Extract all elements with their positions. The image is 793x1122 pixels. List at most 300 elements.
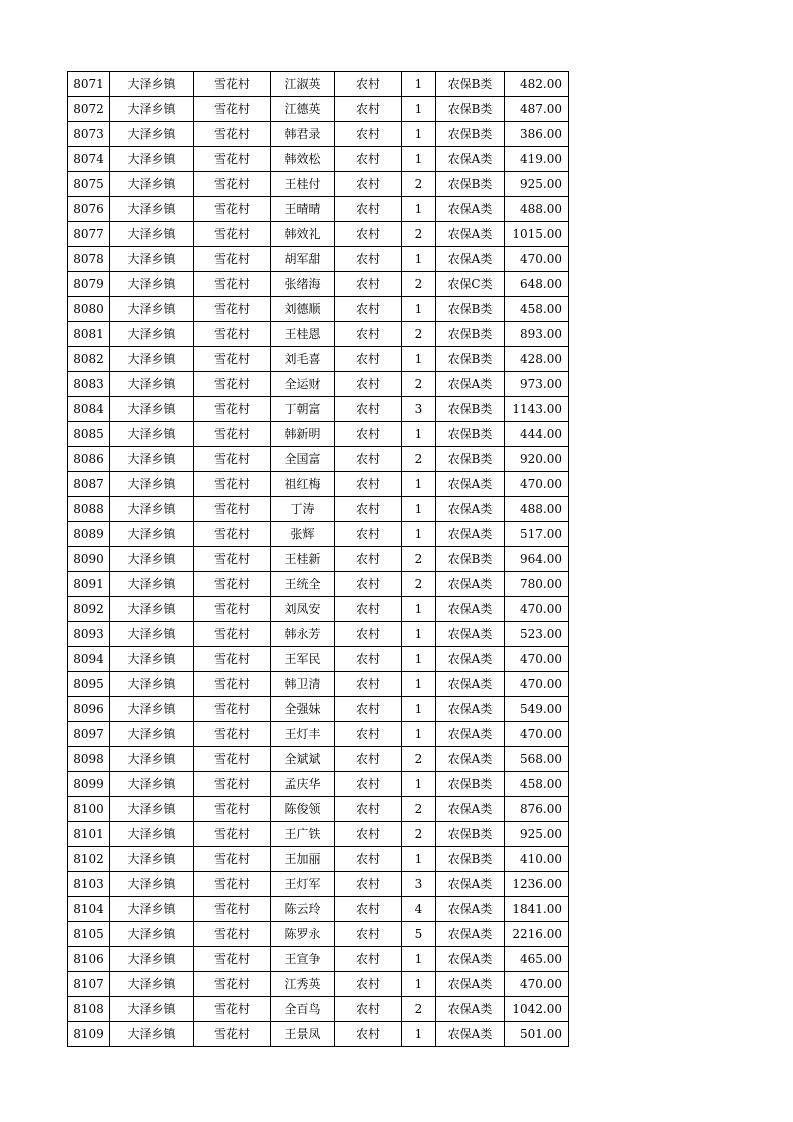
table-row	[68, 447, 569, 472]
area-cell: 农村	[335, 522, 402, 547]
village-cell: 雪花村	[194, 147, 271, 172]
category-cell: 农保A类	[436, 972, 505, 997]
category-cell: 农保B类	[436, 72, 505, 97]
amount-cell: 386.00	[505, 122, 569, 147]
amount-cell: 1841.00	[505, 897, 569, 922]
count-cell: 1	[402, 722, 436, 747]
category-cell: 农保A类	[436, 697, 505, 722]
id-cell: 8085	[68, 422, 110, 447]
table-row	[68, 897, 569, 922]
town-cell: 大泽乡镇	[110, 522, 194, 547]
name-cell: 刘凤安	[271, 597, 335, 622]
category-cell: 农保B类	[436, 172, 505, 197]
category-cell: 农保A类	[436, 722, 505, 747]
table-row	[68, 697, 569, 722]
category-cell: 农保A类	[436, 872, 505, 897]
area-cell: 农村	[335, 322, 402, 347]
count-cell: 1	[402, 697, 436, 722]
village-cell: 雪花村	[194, 547, 271, 572]
area-cell: 农村	[335, 472, 402, 497]
name-cell: 韩效礼	[271, 222, 335, 247]
name-cell: 张绪海	[271, 272, 335, 297]
table-row	[68, 622, 569, 647]
id-cell: 8100	[68, 797, 110, 822]
village-cell: 雪花村	[194, 672, 271, 697]
area-cell: 农村	[335, 147, 402, 172]
table-row	[68, 872, 569, 897]
amount-cell: 410.00	[505, 847, 569, 872]
table-row	[68, 397, 569, 422]
town-cell: 大泽乡镇	[110, 397, 194, 422]
name-cell: 全运财	[271, 372, 335, 397]
amount-cell: 568.00	[505, 747, 569, 772]
count-cell: 2	[402, 572, 436, 597]
town-cell: 大泽乡镇	[110, 897, 194, 922]
id-cell: 8090	[68, 547, 110, 572]
amount-cell: 549.00	[505, 697, 569, 722]
table-row	[68, 647, 569, 672]
count-cell: 1	[402, 122, 436, 147]
amount-cell: 470.00	[505, 672, 569, 697]
id-cell: 8096	[68, 697, 110, 722]
count-cell: 1	[402, 847, 436, 872]
amount-cell: 458.00	[505, 297, 569, 322]
area-cell: 农村	[335, 547, 402, 572]
count-cell: 1	[402, 297, 436, 322]
table-row	[68, 822, 569, 847]
area-cell: 农村	[335, 697, 402, 722]
area-cell: 农村	[335, 447, 402, 472]
category-cell: 农保A类	[436, 247, 505, 272]
table-row	[68, 172, 569, 197]
town-cell: 大泽乡镇	[110, 247, 194, 272]
town-cell: 大泽乡镇	[110, 222, 194, 247]
village-cell: 雪花村	[194, 122, 271, 147]
name-cell: 陈俊领	[271, 797, 335, 822]
area-cell: 农村	[335, 72, 402, 97]
count-cell: 1	[402, 97, 436, 122]
count-cell: 1	[402, 422, 436, 447]
village-cell: 雪花村	[194, 247, 271, 272]
table-row	[68, 772, 569, 797]
town-cell: 大泽乡镇	[110, 97, 194, 122]
id-cell: 8092	[68, 597, 110, 622]
id-cell: 8083	[68, 372, 110, 397]
amount-cell: 1143.00	[505, 397, 569, 422]
town-cell: 大泽乡镇	[110, 722, 194, 747]
amount-cell: 2216.00	[505, 922, 569, 947]
village-cell: 雪花村	[194, 772, 271, 797]
table-row	[68, 97, 569, 122]
category-cell: 农保A类	[436, 747, 505, 772]
amount-cell: 428.00	[505, 347, 569, 372]
name-cell: 江秀英	[271, 972, 335, 997]
name-cell: 全百鸟	[271, 997, 335, 1022]
id-cell: 8105	[68, 922, 110, 947]
area-cell: 农村	[335, 297, 402, 322]
name-cell: 王加丽	[271, 847, 335, 872]
table-row	[68, 197, 569, 222]
town-cell: 大泽乡镇	[110, 672, 194, 697]
count-cell: 1	[402, 672, 436, 697]
town-cell: 大泽乡镇	[110, 647, 194, 672]
name-cell: 王晴晴	[271, 197, 335, 222]
amount-cell: 470.00	[505, 472, 569, 497]
table-row	[68, 747, 569, 772]
id-cell: 8089	[68, 522, 110, 547]
table-row	[68, 672, 569, 697]
count-cell: 1	[402, 247, 436, 272]
id-cell: 8098	[68, 747, 110, 772]
village-cell: 雪花村	[194, 597, 271, 622]
area-cell: 农村	[335, 197, 402, 222]
id-cell: 8076	[68, 197, 110, 222]
id-cell: 8101	[68, 822, 110, 847]
area-cell: 农村	[335, 672, 402, 697]
table-row	[68, 922, 569, 947]
area-cell: 农村	[335, 597, 402, 622]
town-cell: 大泽乡镇	[110, 172, 194, 197]
town-cell: 大泽乡镇	[110, 622, 194, 647]
amount-cell: 419.00	[505, 147, 569, 172]
id-cell: 8078	[68, 247, 110, 272]
amount-cell: 648.00	[505, 272, 569, 297]
name-cell: 刘毛喜	[271, 347, 335, 372]
town-cell: 大泽乡镇	[110, 797, 194, 822]
category-cell: 农保C类	[436, 272, 505, 297]
category-cell: 农保A类	[436, 572, 505, 597]
amount-cell: 470.00	[505, 722, 569, 747]
category-cell: 农保A类	[436, 472, 505, 497]
count-cell: 1	[402, 197, 436, 222]
amount-cell: 780.00	[505, 572, 569, 597]
count-cell: 1	[402, 972, 436, 997]
town-cell: 大泽乡镇	[110, 272, 194, 297]
area-cell: 农村	[335, 847, 402, 872]
village-cell: 雪花村	[194, 397, 271, 422]
table-row	[68, 247, 569, 272]
area-cell: 农村	[335, 722, 402, 747]
name-cell: 王桂恩	[271, 322, 335, 347]
id-cell: 8073	[68, 122, 110, 147]
amount-cell: 925.00	[505, 822, 569, 847]
table-row	[68, 547, 569, 572]
amount-cell: 444.00	[505, 422, 569, 447]
name-cell: 孟庆华	[271, 772, 335, 797]
count-cell: 1	[402, 472, 436, 497]
town-cell: 大泽乡镇	[110, 772, 194, 797]
town-cell: 大泽乡镇	[110, 922, 194, 947]
village-cell: 雪花村	[194, 997, 271, 1022]
id-cell: 8086	[68, 447, 110, 472]
category-cell: 农保B类	[436, 822, 505, 847]
area-cell: 农村	[335, 822, 402, 847]
data-table	[67, 71, 569, 1047]
village-cell: 雪花村	[194, 472, 271, 497]
id-cell: 8095	[68, 672, 110, 697]
town-cell: 大泽乡镇	[110, 822, 194, 847]
town-cell: 大泽乡镇	[110, 472, 194, 497]
name-cell: 韩效松	[271, 147, 335, 172]
table-row	[68, 322, 569, 347]
name-cell: 王桂付	[271, 172, 335, 197]
table-body	[68, 72, 569, 1047]
category-cell: 农保A类	[436, 647, 505, 672]
table-row	[68, 947, 569, 972]
table-row	[68, 722, 569, 747]
area-cell: 农村	[335, 497, 402, 522]
table-row	[68, 372, 569, 397]
village-cell: 雪花村	[194, 1022, 271, 1047]
town-cell: 大泽乡镇	[110, 347, 194, 372]
area-cell: 农村	[335, 422, 402, 447]
village-cell: 雪花村	[194, 872, 271, 897]
name-cell: 韩新明	[271, 422, 335, 447]
name-cell: 全斌斌	[271, 747, 335, 772]
village-cell: 雪花村	[194, 522, 271, 547]
town-cell: 大泽乡镇	[110, 997, 194, 1022]
id-cell: 8103	[68, 872, 110, 897]
area-cell: 农村	[335, 222, 402, 247]
table-row	[68, 572, 569, 597]
area-cell: 农村	[335, 647, 402, 672]
village-cell: 雪花村	[194, 347, 271, 372]
town-cell: 大泽乡镇	[110, 322, 194, 347]
name-cell: 张辉	[271, 522, 335, 547]
id-cell: 8104	[68, 897, 110, 922]
category-cell: 农保B类	[436, 297, 505, 322]
town-cell: 大泽乡镇	[110, 147, 194, 172]
table-row	[68, 797, 569, 822]
count-cell: 1	[402, 522, 436, 547]
table-row	[68, 497, 569, 522]
village-cell: 雪花村	[194, 647, 271, 672]
category-cell: 农保A类	[436, 947, 505, 972]
id-cell: 8088	[68, 497, 110, 522]
area-cell: 农村	[335, 797, 402, 822]
town-cell: 大泽乡镇	[110, 497, 194, 522]
area-cell: 农村	[335, 572, 402, 597]
amount-cell: 501.00	[505, 1022, 569, 1047]
village-cell: 雪花村	[194, 822, 271, 847]
id-cell: 8075	[68, 172, 110, 197]
amount-cell: 920.00	[505, 447, 569, 472]
category-cell: 农保B类	[436, 97, 505, 122]
town-cell: 大泽乡镇	[110, 572, 194, 597]
village-cell: 雪花村	[194, 722, 271, 747]
amount-cell: 470.00	[505, 247, 569, 272]
table-row	[68, 972, 569, 997]
count-cell: 2	[402, 997, 436, 1022]
area-cell: 农村	[335, 372, 402, 397]
table-row	[68, 847, 569, 872]
town-cell: 大泽乡镇	[110, 297, 194, 322]
town-cell: 大泽乡镇	[110, 197, 194, 222]
count-cell: 5	[402, 922, 436, 947]
town-cell: 大泽乡镇	[110, 447, 194, 472]
table-row	[68, 1022, 569, 1047]
village-cell: 雪花村	[194, 697, 271, 722]
id-cell: 8099	[68, 772, 110, 797]
name-cell: 王景凤	[271, 1022, 335, 1047]
name-cell: 韩君录	[271, 122, 335, 147]
amount-cell: 487.00	[505, 97, 569, 122]
category-cell: 农保A类	[436, 897, 505, 922]
name-cell: 全强妹	[271, 697, 335, 722]
table-row	[68, 422, 569, 447]
category-cell: 农保A类	[436, 222, 505, 247]
category-cell: 农保A类	[436, 1022, 505, 1047]
amount-cell: 964.00	[505, 547, 569, 572]
name-cell: 江淑英	[271, 72, 335, 97]
amount-cell: 925.00	[505, 172, 569, 197]
category-cell: 农保B类	[436, 447, 505, 472]
name-cell: 刘德顺	[271, 297, 335, 322]
count-cell: 4	[402, 897, 436, 922]
count-cell: 2	[402, 822, 436, 847]
id-cell: 8107	[68, 972, 110, 997]
table-row	[68, 122, 569, 147]
name-cell: 祖红梅	[271, 472, 335, 497]
village-cell: 雪花村	[194, 97, 271, 122]
village-cell: 雪花村	[194, 372, 271, 397]
village-cell: 雪花村	[194, 72, 271, 97]
amount-cell: 465.00	[505, 947, 569, 972]
id-cell: 8094	[68, 647, 110, 672]
count-cell: 1	[402, 147, 436, 172]
town-cell: 大泽乡镇	[110, 747, 194, 772]
count-cell: 1	[402, 597, 436, 622]
id-cell: 8077	[68, 222, 110, 247]
category-cell: 农保A类	[436, 197, 505, 222]
id-cell: 8087	[68, 472, 110, 497]
count-cell: 1	[402, 622, 436, 647]
village-cell: 雪花村	[194, 272, 271, 297]
id-cell: 8081	[68, 322, 110, 347]
town-cell: 大泽乡镇	[110, 972, 194, 997]
count-cell: 2	[402, 272, 436, 297]
category-cell: 农保A类	[436, 997, 505, 1022]
id-cell: 8091	[68, 572, 110, 597]
id-cell: 8074	[68, 147, 110, 172]
name-cell: 韩卫清	[271, 672, 335, 697]
category-cell: 农保A类	[436, 372, 505, 397]
town-cell: 大泽乡镇	[110, 597, 194, 622]
village-cell: 雪花村	[194, 897, 271, 922]
table-row	[68, 472, 569, 497]
name-cell: 王灯丰	[271, 722, 335, 747]
name-cell: 丁涛	[271, 497, 335, 522]
name-cell: 王宣争	[271, 947, 335, 972]
area-cell: 农村	[335, 397, 402, 422]
table-row	[68, 597, 569, 622]
village-cell: 雪花村	[194, 572, 271, 597]
id-cell: 8093	[68, 622, 110, 647]
amount-cell: 876.00	[505, 797, 569, 822]
category-cell: 农保B类	[436, 322, 505, 347]
category-cell: 农保B类	[436, 122, 505, 147]
area-cell: 农村	[335, 247, 402, 272]
name-cell: 全国富	[271, 447, 335, 472]
count-cell: 1	[402, 497, 436, 522]
id-cell: 8071	[68, 72, 110, 97]
name-cell: 王军民	[271, 647, 335, 672]
table-row	[68, 297, 569, 322]
amount-cell: 1015.00	[505, 222, 569, 247]
category-cell: 农保A类	[436, 672, 505, 697]
amount-cell: 1042.00	[505, 997, 569, 1022]
amount-cell: 488.00	[505, 497, 569, 522]
village-cell: 雪花村	[194, 172, 271, 197]
id-cell: 8106	[68, 947, 110, 972]
category-cell: 农保B类	[436, 397, 505, 422]
count-cell: 2	[402, 747, 436, 772]
area-cell: 农村	[335, 997, 402, 1022]
area-cell: 农村	[335, 122, 402, 147]
area-cell: 农村	[335, 922, 402, 947]
name-cell: 陈罗永	[271, 922, 335, 947]
count-cell: 2	[402, 547, 436, 572]
amount-cell: 482.00	[505, 72, 569, 97]
area-cell: 农村	[335, 972, 402, 997]
town-cell: 大泽乡镇	[110, 847, 194, 872]
id-cell: 8097	[68, 722, 110, 747]
count-cell: 1	[402, 72, 436, 97]
amount-cell: 488.00	[505, 197, 569, 222]
table-row	[68, 72, 569, 97]
category-cell: 农保A类	[436, 497, 505, 522]
town-cell: 大泽乡镇	[110, 947, 194, 972]
area-cell: 农村	[335, 947, 402, 972]
town-cell: 大泽乡镇	[110, 872, 194, 897]
id-cell: 8079	[68, 272, 110, 297]
village-cell: 雪花村	[194, 322, 271, 347]
area-cell: 农村	[335, 772, 402, 797]
count-cell: 1	[402, 772, 436, 797]
count-cell: 2	[402, 322, 436, 347]
amount-cell: 470.00	[505, 647, 569, 672]
id-cell: 8084	[68, 397, 110, 422]
town-cell: 大泽乡镇	[110, 697, 194, 722]
amount-cell: 1236.00	[505, 872, 569, 897]
name-cell: 王桂新	[271, 547, 335, 572]
category-cell: 农保A类	[436, 597, 505, 622]
village-cell: 雪花村	[194, 422, 271, 447]
name-cell: 王广铁	[271, 822, 335, 847]
name-cell: 江德英	[271, 97, 335, 122]
id-cell: 8080	[68, 297, 110, 322]
village-cell: 雪花村	[194, 447, 271, 472]
category-cell: 农保B类	[436, 347, 505, 372]
amount-cell: 973.00	[505, 372, 569, 397]
area-cell: 农村	[335, 622, 402, 647]
area-cell: 农村	[335, 347, 402, 372]
amount-cell: 893.00	[505, 322, 569, 347]
area-cell: 农村	[335, 172, 402, 197]
name-cell: 丁朝富	[271, 397, 335, 422]
category-cell: 农保B类	[436, 547, 505, 572]
village-cell: 雪花村	[194, 972, 271, 997]
count-cell: 2	[402, 372, 436, 397]
count-cell: 3	[402, 397, 436, 422]
count-cell: 2	[402, 447, 436, 472]
amount-cell: 458.00	[505, 772, 569, 797]
town-cell: 大泽乡镇	[110, 72, 194, 97]
village-cell: 雪花村	[194, 797, 271, 822]
id-cell: 8108	[68, 997, 110, 1022]
table-row	[68, 222, 569, 247]
village-cell: 雪花村	[194, 197, 271, 222]
